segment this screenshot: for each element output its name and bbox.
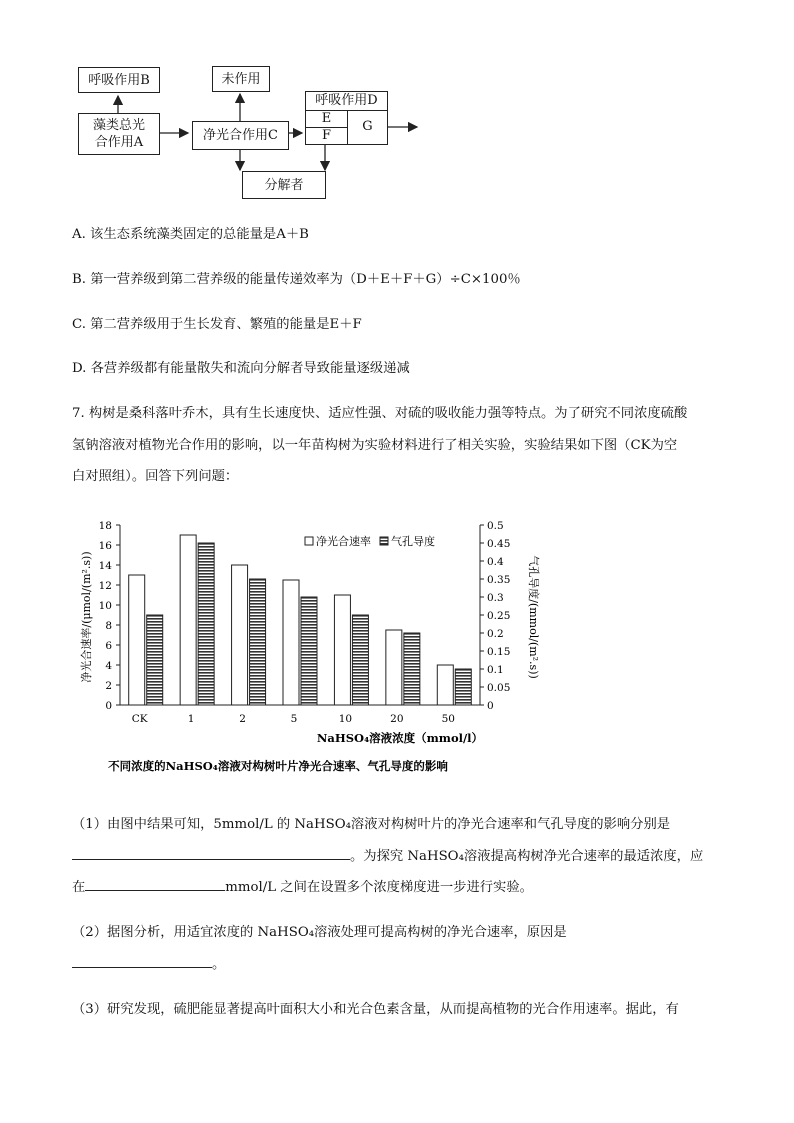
bar-stomatal-conductance	[404, 633, 420, 705]
sub2-line1: （2）据图分析，用适宜浓度的 NaHSO₄溶液处理可提高构树的净光合速率，原因是	[72, 925, 567, 940]
option-b: B. 第一营养级到第二营养级的能量传递效率为（D＋E＋F＋G）÷C×100％	[72, 272, 521, 287]
decomposer-box	[242, 171, 326, 199]
q7-line2: 氢钠溶液对植物光合作用的影响，以一年苗构树为实验材料进行了相关实验，实验结果如下图（CK为空	[72, 438, 678, 453]
y-tick-label-right: 0.25	[487, 610, 511, 622]
y-tick-label-left: 12	[98, 580, 112, 592]
bar-stomatal-conductance	[198, 543, 214, 705]
x-tick-label: 20	[390, 713, 404, 725]
option-a: A. 该生态系统藻类固定的总能量是A＋B	[72, 227, 309, 242]
f-cell: F	[306, 128, 348, 144]
y-tick-label-right: 0.3	[487, 592, 504, 604]
sub1-line3-text: mmol/L 之间在设置多个浓度梯度进一步进行实验。	[225, 880, 533, 895]
e-cell: E	[306, 110, 348, 128]
option-d: D. 各营养级都有能量散失和流向分解者导致能量逐级递减	[72, 361, 410, 376]
bar-net-photosynthesis	[232, 565, 248, 705]
y-tick-label-right: 0.4	[487, 556, 504, 568]
q7-line3: 白对照组）。回答下列问题：	[72, 469, 239, 484]
gross-photosynthesis-line1: 藻类总光	[92, 118, 145, 133]
unused-label: 未作用	[221, 71, 261, 87]
bar-stomatal-conductance	[147, 615, 163, 705]
y-tick-label-right: 0.5	[487, 520, 504, 532]
unused-box	[212, 66, 270, 92]
bar-net-photosynthesis	[386, 630, 402, 705]
bar-net-photosynthesis	[180, 535, 196, 705]
chart-xlabel: NaHSO₄溶液浓度（mmol/l）	[316, 731, 484, 745]
bar-chart	[60, 510, 580, 780]
sub2-line2	[72, 950, 225, 980]
y-tick-label-left: 14	[98, 560, 112, 572]
legend-swatch-net	[305, 537, 313, 545]
respiration-b-box	[78, 67, 160, 93]
x-tick-label: 5	[290, 713, 298, 725]
sub1-line1: （1）由图中结果可知，5mmol/L 的 NaHSO₄溶液对构树叶片的净光合速率和气孔导度的影响分别是	[72, 817, 671, 832]
respiration-d-label: 呼吸作用D	[306, 92, 387, 111]
y-tick-label-right: 0.35	[487, 574, 511, 586]
y-tick-label-right: 0	[487, 700, 494, 712]
decomposer-label: 分解者	[264, 177, 304, 193]
chart-caption: 不同浓度的NaHSO₄溶液对构树叶片净光合速率、气孔导度的影响	[108, 759, 448, 773]
bar-net-photosynthesis	[437, 665, 453, 705]
legend-label-net: 净光合速率	[316, 535, 371, 548]
bar-net-photosynthesis	[283, 580, 299, 705]
bar-stomatal-conductance	[250, 579, 266, 705]
chart-ylabel-left: 净光合速率/(μmol/(m².s))	[80, 551, 93, 683]
y-tick-label-left: 4	[105, 660, 112, 672]
sub1-line2	[72, 842, 703, 872]
y-tick-label-left: 6	[105, 640, 112, 652]
net-photosynthesis-label: 净光合作用C	[203, 128, 278, 143]
gross-photosynthesis-a-box	[78, 113, 160, 155]
sub2-line2-text: 。	[212, 957, 226, 972]
bar-stomatal-conductance	[352, 615, 368, 705]
bar-net-photosynthesis	[129, 575, 145, 705]
gross-photosynthesis-line2: 合作用A	[94, 135, 144, 150]
y-tick-label-left: 10	[98, 600, 112, 612]
y-tick-label-left: 8	[105, 620, 112, 632]
respiration-d-group	[305, 91, 388, 145]
y-tick-label-right: 0.45	[487, 538, 511, 550]
sub1-line2-text: 。为探究 NaHSO₄溶液提高构树净光合速率的最适浓度，应	[350, 849, 704, 864]
sub3-line1: （3）研究发现，硫肥能显著提高叶面积大小和光合色素含量，从而提高植物的光合作用速率。据此，有	[72, 1002, 679, 1017]
legend-swatch-stomatal	[380, 537, 388, 545]
x-tick-label: 1	[187, 713, 195, 725]
respiration-b-label: 呼吸作用B	[88, 72, 150, 88]
answer-blank-2[interactable]	[85, 876, 225, 891]
y-tick-label-left: 2	[105, 680, 112, 692]
g-cell: G	[362, 119, 373, 134]
y-tick-label-right: 0.1	[487, 664, 504, 676]
y-tick-label-right: 0.2	[487, 628, 504, 640]
y-tick-label-left: 0	[105, 700, 112, 712]
x-tick-label: CK	[131, 713, 148, 725]
chart-ylabel-right: 气孔导度/(mmol/(m².s))	[527, 555, 540, 679]
legend-label-stomatal: 气孔导度	[391, 535, 435, 548]
net-photosynthesis-c-box	[192, 121, 289, 150]
y-tick-label-left: 18	[98, 520, 112, 532]
x-tick-label: 2	[239, 713, 246, 725]
answer-blank-3[interactable]	[72, 953, 212, 968]
option-c: C. 第二营养级用于生长发育、繁殖的能量是E＋F	[72, 317, 362, 332]
y-tick-label-left: 16	[98, 540, 112, 552]
sub1-line3	[72, 873, 533, 903]
sub1-line3-before: 在	[72, 880, 86, 895]
q7-line1: 7. 构树是桑科落叶乔木，具有生长速度快、适应性强、对硫的吸收能力强等特点。为了研究不同浓度硫酸	[72, 406, 688, 421]
diagram-arrows	[0, 0, 794, 210]
bar-stomatal-conductance	[455, 669, 471, 705]
y-tick-label-right: 0.15	[487, 646, 511, 658]
x-tick-label: 10	[338, 713, 353, 725]
x-tick-label: 50	[441, 713, 455, 725]
answer-blank-1[interactable]	[72, 845, 350, 860]
y-tick-label-right: 0.05	[487, 682, 511, 694]
bar-net-photosynthesis	[334, 595, 350, 705]
bar-stomatal-conductance	[301, 597, 317, 705]
